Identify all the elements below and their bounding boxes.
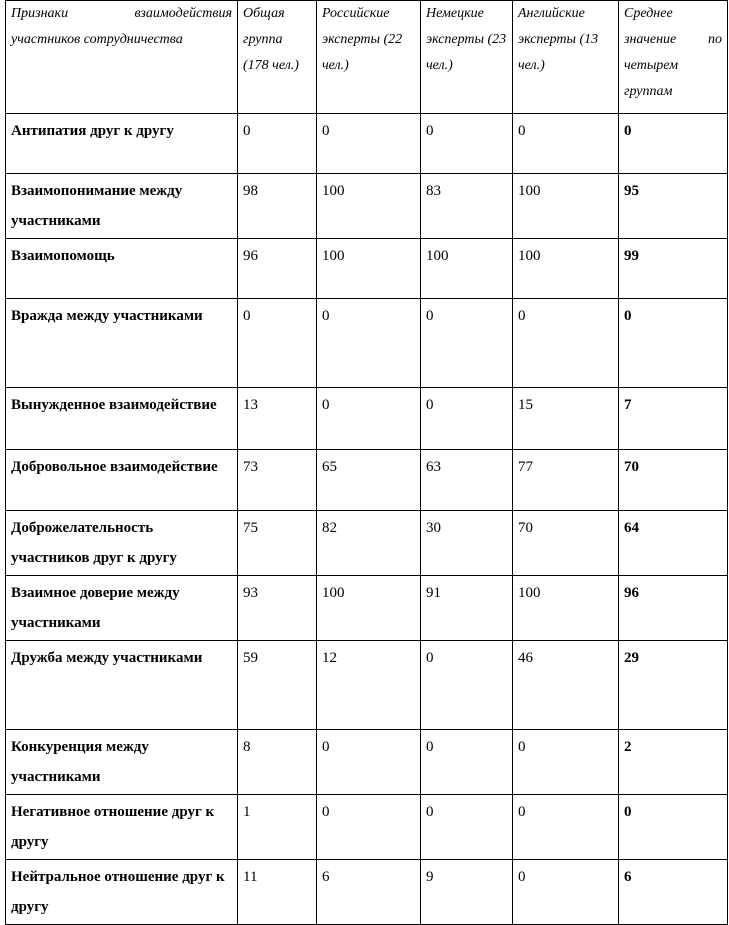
cell-german: 0 bbox=[421, 730, 513, 795]
header-general: Общая группа (178 чел.) bbox=[238, 1, 317, 114]
row-label: Взаимное доверие между участниками bbox=[6, 576, 238, 641]
cell-german: 0 bbox=[421, 388, 513, 450]
row-label: Негативное отношение друг к другу bbox=[6, 795, 238, 860]
row-label: Антипатия друг к другу bbox=[6, 114, 238, 174]
cell-english: 0 bbox=[513, 795, 619, 860]
cell-general: 98 bbox=[238, 174, 317, 239]
cell-russian: 0 bbox=[317, 730, 421, 795]
cell-russian: 0 bbox=[317, 299, 421, 388]
cell-english: 0 bbox=[513, 730, 619, 795]
cell-russian: 12 bbox=[317, 641, 421, 730]
cell-english: 15 bbox=[513, 388, 619, 450]
row-label: Вынужденное взаимодействие bbox=[6, 388, 238, 450]
cell-average: 0 bbox=[619, 299, 728, 388]
cell-english: 0 bbox=[513, 860, 619, 925]
row-label: Вражда между участниками bbox=[6, 299, 238, 388]
cell-general: 73 bbox=[238, 450, 317, 511]
cell-german: 0 bbox=[421, 299, 513, 388]
table-row bbox=[6, 114, 728, 174]
cell-average: 95 bbox=[619, 174, 728, 239]
cell-average: 2 bbox=[619, 730, 728, 795]
cell-russian: 100 bbox=[317, 174, 421, 239]
cell-general: 59 bbox=[238, 641, 317, 730]
header-russian: Российские эксперты (22 чел.) bbox=[317, 1, 421, 114]
cell-english: 77 bbox=[513, 450, 619, 511]
cell-russian: 0 bbox=[317, 114, 421, 174]
cell-average: 0 bbox=[619, 114, 728, 174]
table-row bbox=[6, 511, 728, 576]
cell-average: 64 bbox=[619, 511, 728, 576]
cell-russian: 82 bbox=[317, 511, 421, 576]
table-row bbox=[6, 388, 728, 450]
row-label: Конкуренция между участниками bbox=[6, 730, 238, 795]
row-label: Взаимопонимание между участниками bbox=[6, 174, 238, 239]
cell-german: 0 bbox=[421, 795, 513, 860]
cell-general: 8 bbox=[238, 730, 317, 795]
header-feature: Признаки взаимодействия участников сотрудничества bbox=[6, 1, 238, 114]
cell-english: 70 bbox=[513, 511, 619, 576]
header-row bbox=[6, 1, 728, 114]
cell-average: 99 bbox=[619, 239, 728, 299]
cell-german: 9 bbox=[421, 860, 513, 925]
header-english: Английские эксперты (13 чел.) bbox=[513, 1, 619, 114]
cell-average: 7 bbox=[619, 388, 728, 450]
cell-german: 83 bbox=[421, 174, 513, 239]
cell-general: 0 bbox=[238, 114, 317, 174]
header-german: Немецкие эксперты (23 чел.) bbox=[421, 1, 513, 114]
row-label: Добровольное взаимодействие bbox=[6, 450, 238, 511]
row-label: Дружба между участниками bbox=[6, 641, 238, 730]
cell-german: 63 bbox=[421, 450, 513, 511]
table-row bbox=[6, 239, 728, 299]
cell-english: 0 bbox=[513, 299, 619, 388]
cell-english: 0 bbox=[513, 114, 619, 174]
table-row bbox=[6, 299, 728, 388]
cell-english: 100 bbox=[513, 576, 619, 641]
row-label: Взаимопомощь bbox=[6, 239, 238, 299]
cell-german: 0 bbox=[421, 114, 513, 174]
row-label: Доброжелательность участников друг к другу bbox=[6, 511, 238, 576]
table-row bbox=[6, 641, 728, 730]
cell-general: 13 bbox=[238, 388, 317, 450]
table-row bbox=[6, 795, 728, 860]
cell-average: 0 bbox=[619, 795, 728, 860]
cell-russian: 6 bbox=[317, 860, 421, 925]
cell-general: 0 bbox=[238, 299, 317, 388]
cell-average: 70 bbox=[619, 450, 728, 511]
row-label: Нейтральное отношение друг к другу bbox=[6, 860, 238, 925]
table-row bbox=[6, 730, 728, 795]
cell-german: 30 bbox=[421, 511, 513, 576]
cell-general: 1 bbox=[238, 795, 317, 860]
cell-general: 75 bbox=[238, 511, 317, 576]
cell-average: 6 bbox=[619, 860, 728, 925]
cell-russian: 100 bbox=[317, 576, 421, 641]
cell-average: 96 bbox=[619, 576, 728, 641]
cell-russian: 100 bbox=[317, 239, 421, 299]
cell-general: 93 bbox=[238, 576, 317, 641]
cell-average: 29 bbox=[619, 641, 728, 730]
data-table bbox=[5, 0, 728, 925]
header-average: Среднее значение по четырем группам bbox=[619, 1, 728, 114]
cell-russian: 65 bbox=[317, 450, 421, 511]
cell-russian: 0 bbox=[317, 795, 421, 860]
cell-english: 46 bbox=[513, 641, 619, 730]
cell-general: 96 bbox=[238, 239, 317, 299]
table-row bbox=[6, 174, 728, 239]
cell-russian: 0 bbox=[317, 388, 421, 450]
cell-english: 100 bbox=[513, 239, 619, 299]
cell-german: 100 bbox=[421, 239, 513, 299]
table-row bbox=[6, 450, 728, 511]
cell-english: 100 bbox=[513, 174, 619, 239]
table-row bbox=[6, 860, 728, 925]
cell-german: 0 bbox=[421, 641, 513, 730]
cell-german: 91 bbox=[421, 576, 513, 641]
cell-general: 11 bbox=[238, 860, 317, 925]
table-row bbox=[6, 576, 728, 641]
